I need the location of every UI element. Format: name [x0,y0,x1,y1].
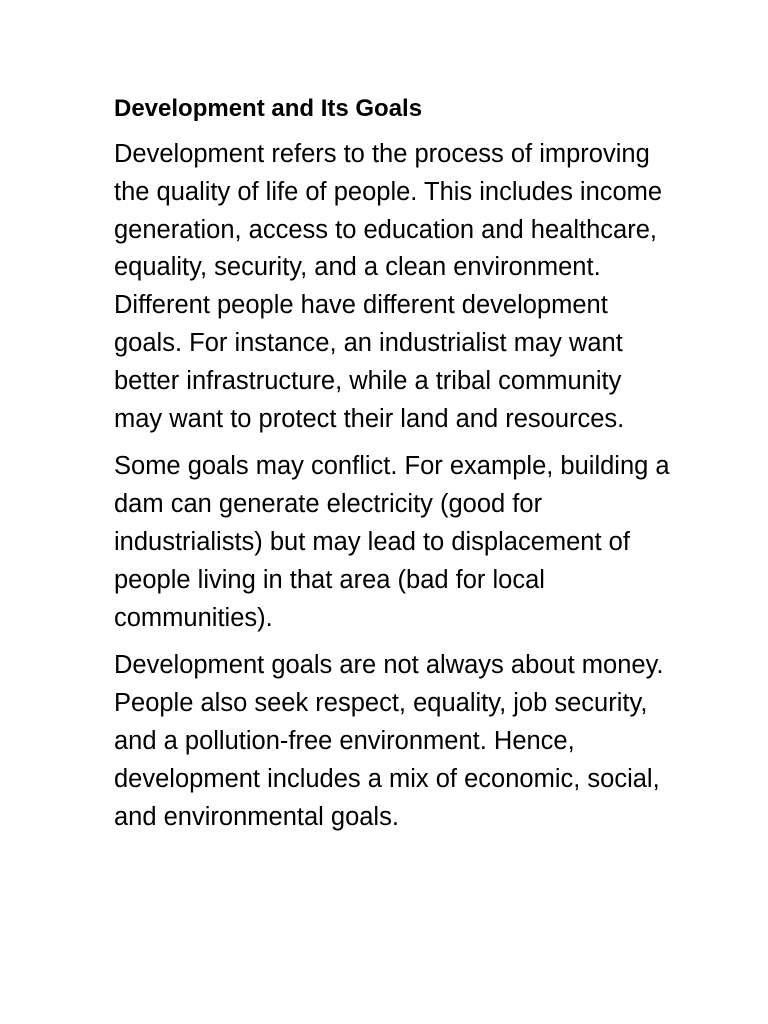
document-title: Development and Its Goals [114,95,423,122]
paragraph-definition: Development refers to the process of improving the quality of life of people. This includes income generation, access to education and healthcare, equality, security, and a clean environment. Different people have different development goals. For instance, an industrialist may want better infrastructure, while a tribal community may want to protect their land and resources. [114,140,663,433]
document-page [114,94,674,846]
paragraph-non-monetary: Development goals are not always about money. People also seek respect, equality, job security, and a pollution-free environment. Hence, development includes a mix of economic, social, and environmental goals. [114,651,664,831]
paragraph-conflict: Some goals may conflict. For example, building a dam can generate electricity (good for industrialists) but may lead to displacement of people living in that area (bad for local communities). [114,452,670,632]
